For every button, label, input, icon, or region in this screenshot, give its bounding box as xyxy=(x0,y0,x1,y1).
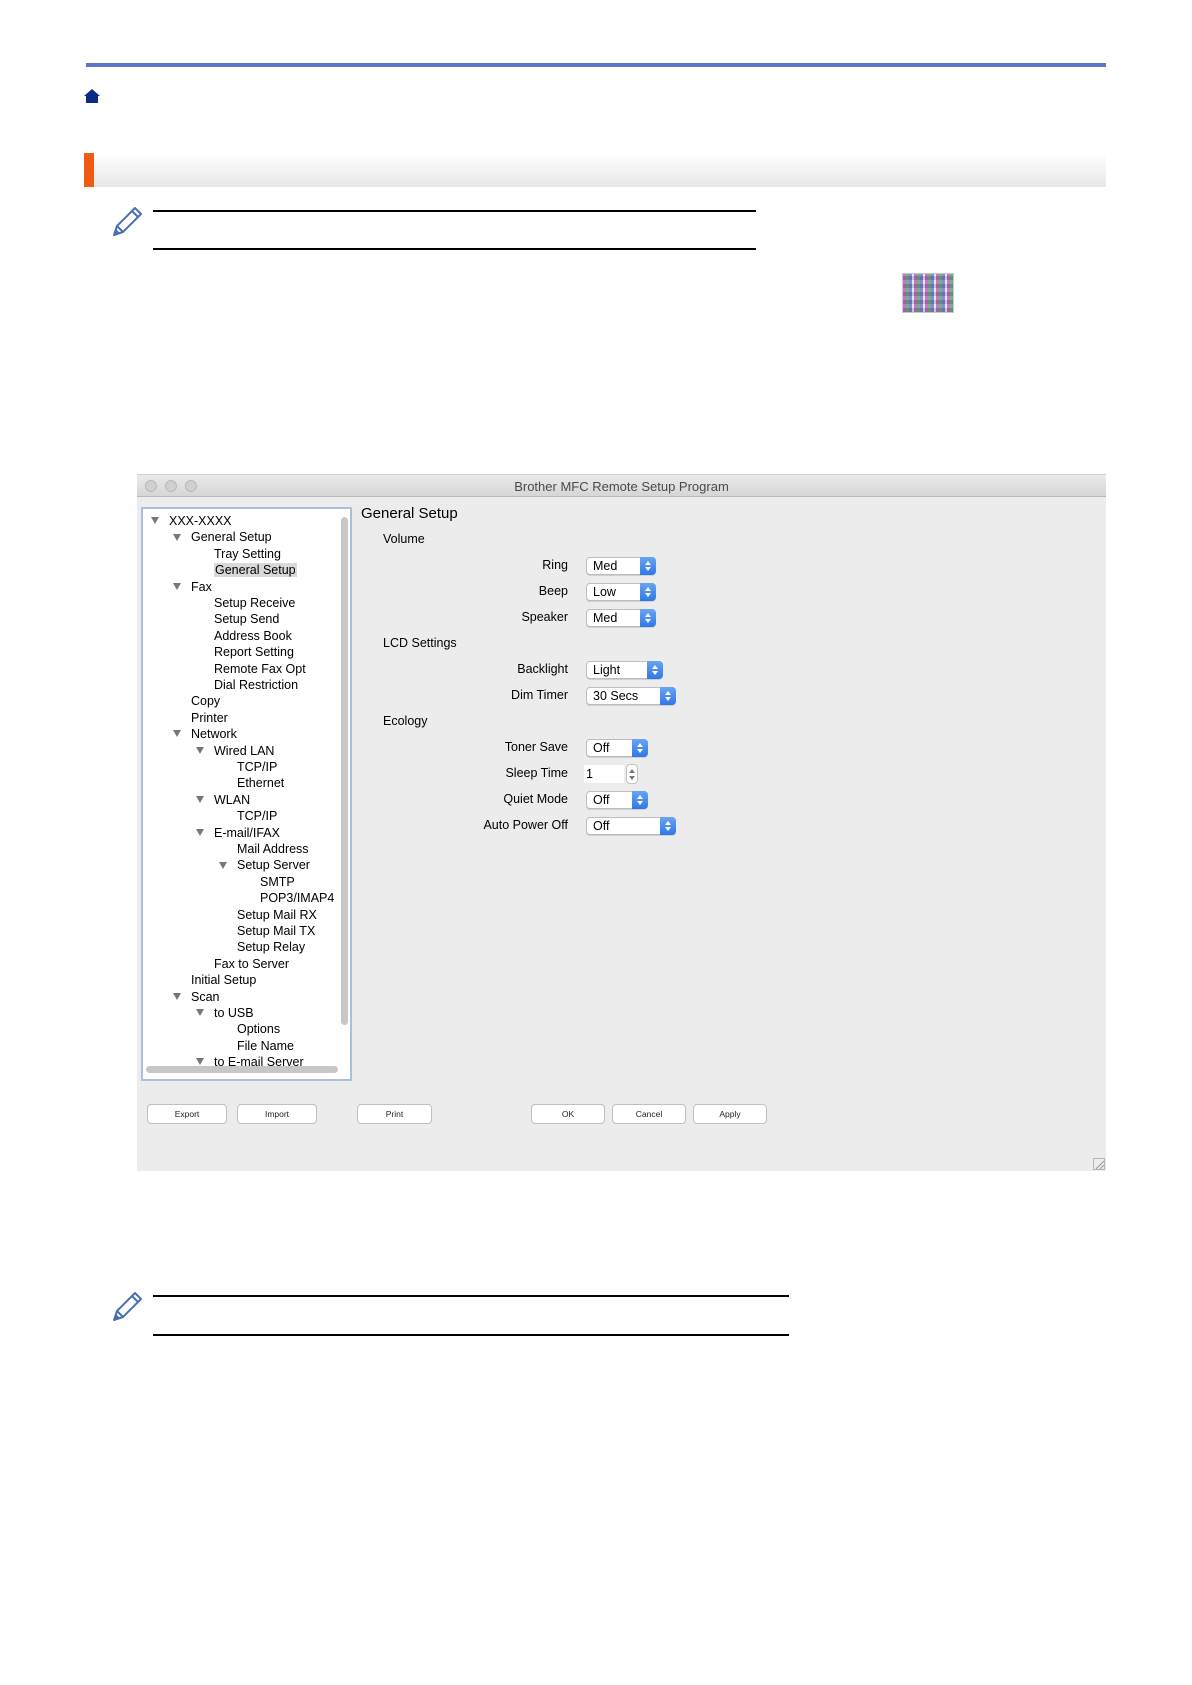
tree-item-label: Options xyxy=(237,1022,281,1037)
tree-item-label: Initial Setup xyxy=(191,973,257,988)
tree-item-label: File Name xyxy=(237,1038,294,1053)
disclosure-triangle-icon[interactable] xyxy=(196,829,204,836)
chevron-updown-icon xyxy=(647,661,663,679)
quiet-mode-label: Quiet Mode xyxy=(503,792,568,806)
pencil-note-icon xyxy=(108,203,146,241)
tree-item[interactable] xyxy=(214,562,297,578)
tree-item[interactable] xyxy=(237,1021,280,1037)
toner-save-value: Off xyxy=(593,741,610,755)
tree-item[interactable] xyxy=(237,808,277,824)
ring-select[interactable] xyxy=(586,557,656,575)
tree-item[interactable] xyxy=(196,743,274,759)
chevron-updown-icon xyxy=(640,609,656,627)
tree-item-label: Printer xyxy=(191,710,228,725)
tree-item-label: Fax xyxy=(191,579,212,594)
tree-item-label: Dial Restriction xyxy=(214,678,299,692)
auto-power-off-select[interactable] xyxy=(586,817,676,835)
tree-item-label: to USB xyxy=(214,1006,254,1020)
tree-item-label: Mail Address xyxy=(237,842,309,856)
disclosure-triangle-icon[interactable] xyxy=(196,1058,204,1065)
device-thumbnail-image xyxy=(902,273,954,313)
tree-item[interactable] xyxy=(196,825,280,841)
tree-item-label: TCP/IP xyxy=(237,760,278,774)
tree-item[interactable] xyxy=(214,628,292,644)
tree-item-label: SMTP xyxy=(260,874,295,889)
tree-item[interactable] xyxy=(237,1038,294,1054)
tree-item[interactable] xyxy=(237,923,315,939)
group-ecology: Ecology xyxy=(383,714,428,728)
disclosure-triangle-icon[interactable] xyxy=(196,747,204,754)
tree-item[interactable] xyxy=(260,890,334,906)
disclosure-triangle-icon[interactable] xyxy=(173,534,181,541)
toner-save-select[interactable] xyxy=(586,739,648,757)
speaker-select[interactable] xyxy=(586,609,656,627)
tree-item-label: Address Book xyxy=(214,628,292,643)
section-header-bar xyxy=(84,153,1106,187)
tree-item-label: WLAN xyxy=(214,792,251,807)
speaker-value: Med xyxy=(593,611,618,625)
tree-item-label: XXX-XXXX xyxy=(169,514,232,528)
tree-item-label: Network xyxy=(191,727,237,742)
tree-item[interactable] xyxy=(196,792,250,808)
tree-item[interactable] xyxy=(173,726,237,742)
tree-item-label: Wired LAN xyxy=(214,743,275,758)
pencil-note-icon xyxy=(108,1288,146,1326)
tree-item[interactable] xyxy=(173,529,272,545)
apply-button[interactable]: Apply xyxy=(693,1104,767,1124)
chevron-updown-icon xyxy=(640,557,656,575)
tree-item-label: General Setup xyxy=(215,563,296,578)
tree-item[interactable] xyxy=(214,677,298,693)
sleep-time-field[interactable]: 1 xyxy=(584,765,624,783)
tree-item[interactable] xyxy=(173,989,220,1005)
tree-item[interactable] xyxy=(191,710,228,726)
window-title: Brother MFC Remote Setup Program xyxy=(514,479,729,494)
tree-item[interactable] xyxy=(260,874,295,890)
ring-value: Med xyxy=(593,559,618,573)
tree-item[interactable] xyxy=(214,546,281,562)
tree-item-label: Copy xyxy=(191,694,221,709)
home-icon[interactable] xyxy=(84,88,100,104)
remote-setup-window xyxy=(137,474,1106,1171)
disclosure-triangle-icon[interactable] xyxy=(173,730,181,737)
tree-item[interactable] xyxy=(237,841,309,857)
disclosure-triangle-icon[interactable] xyxy=(151,517,159,524)
beep-label: Beep xyxy=(538,584,568,598)
tree-item-label: to E-mail Server xyxy=(214,1055,304,1070)
tree-item-label: Report Setting xyxy=(214,645,294,660)
auto-power-off-value: Off xyxy=(593,819,610,833)
tree-item-label: POP3/IMAP4 xyxy=(260,891,335,906)
group-volume: Volume xyxy=(383,532,425,546)
export-button[interactable]: Export xyxy=(147,1104,227,1124)
backlight-value: Light xyxy=(593,663,621,677)
tree-item-label: Setup Send xyxy=(214,612,280,627)
beep-select[interactable] xyxy=(586,583,656,601)
note-bottom-rule xyxy=(153,1334,789,1336)
disclosure-triangle-icon[interactable] xyxy=(173,583,181,590)
note-top-rule xyxy=(153,1295,789,1297)
tree-item[interactable] xyxy=(214,611,279,627)
chevron-updown-icon xyxy=(640,583,656,601)
group-lcd-settings: LCD Settings xyxy=(383,636,457,650)
panel-title: General Setup xyxy=(361,505,458,522)
tree-item[interactable] xyxy=(196,1054,304,1070)
disclosure-triangle-icon[interactable] xyxy=(219,862,227,869)
note-bottom-rule xyxy=(153,248,756,250)
backlight-select[interactable] xyxy=(586,661,663,679)
tree-item[interactable] xyxy=(237,907,317,923)
note-top-rule xyxy=(153,210,756,212)
tree-item[interactable] xyxy=(214,661,306,677)
tree-item-label: Setup Mail RX xyxy=(237,907,317,922)
tree-item[interactable] xyxy=(214,956,289,972)
speaker-label: Speaker xyxy=(521,610,568,624)
tree-item[interactable] xyxy=(219,857,310,873)
tree-vertical-scrollbar[interactable] xyxy=(341,517,348,1025)
import-button[interactable]: Import xyxy=(237,1104,317,1124)
disclosure-triangle-icon[interactable] xyxy=(173,993,181,1000)
section-accent xyxy=(84,153,94,187)
tree-item[interactable] xyxy=(214,595,295,611)
tree-item[interactable] xyxy=(214,644,294,660)
tree-item-label: E-mail/IFAX xyxy=(214,825,280,840)
tree-item-label: Setup Mail TX xyxy=(237,924,316,938)
tree-item-label: Scan xyxy=(191,989,220,1004)
tree-item-label: TCP/IP xyxy=(237,809,278,824)
disclosure-triangle-icon[interactable] xyxy=(196,1009,204,1016)
disclosure-triangle-icon[interactable] xyxy=(196,796,204,803)
dim-timer-label: Dim Timer xyxy=(511,688,568,702)
ring-label: Ring xyxy=(542,558,568,572)
ok-button[interactable]: OK xyxy=(531,1104,605,1124)
tree-item[interactable] xyxy=(196,1005,254,1021)
tree-item[interactable] xyxy=(191,972,256,988)
tree-item-label: Ethernet xyxy=(237,776,285,791)
tree-item-label: Setup Server xyxy=(237,858,310,873)
tree-item-label: Setup Relay xyxy=(237,940,306,955)
tree-item-label: Remote Fax Opt xyxy=(214,661,306,676)
resize-grip-icon[interactable] xyxy=(1093,1158,1105,1170)
top-rule xyxy=(86,63,1106,67)
tree-item[interactable] xyxy=(237,775,284,791)
tree-item-label: Fax to Server xyxy=(214,956,290,971)
quiet-mode-value: Off xyxy=(593,793,610,807)
tree-item[interactable] xyxy=(191,693,220,709)
quiet-mode-select[interactable] xyxy=(586,791,648,809)
chevron-updown-icon xyxy=(660,817,676,835)
backlight-label: Backlight xyxy=(517,662,568,676)
sleep-time-stepper[interactable] xyxy=(626,764,638,784)
chevron-updown-icon xyxy=(632,739,648,757)
tree-item-label: Tray Setting xyxy=(214,546,281,561)
auto-power-off-label: Auto Power Off xyxy=(483,818,568,832)
tree-item[interactable] xyxy=(237,939,305,955)
tree-item-label: General Setup xyxy=(191,530,272,545)
tree-item[interactable] xyxy=(237,759,277,775)
sleep-time-label: Sleep Time xyxy=(505,766,568,780)
cancel-button[interactable]: Cancel xyxy=(612,1104,686,1124)
tree-item-label: Setup Receive xyxy=(214,596,296,610)
tree-item[interactable] xyxy=(173,579,212,595)
window-titlebar xyxy=(137,475,1106,497)
toner-save-label: Toner Save xyxy=(504,740,568,754)
print-button[interactable]: Print xyxy=(357,1104,432,1124)
tree-item[interactable] xyxy=(151,513,232,529)
beep-value: Low xyxy=(593,585,616,599)
chevron-updown-icon xyxy=(632,791,648,809)
settings-tree[interactable] xyxy=(141,507,352,1081)
dim-timer-value: 30 Secs xyxy=(593,689,639,703)
dim-timer-select[interactable] xyxy=(586,687,676,705)
chevron-updown-icon xyxy=(660,687,676,705)
